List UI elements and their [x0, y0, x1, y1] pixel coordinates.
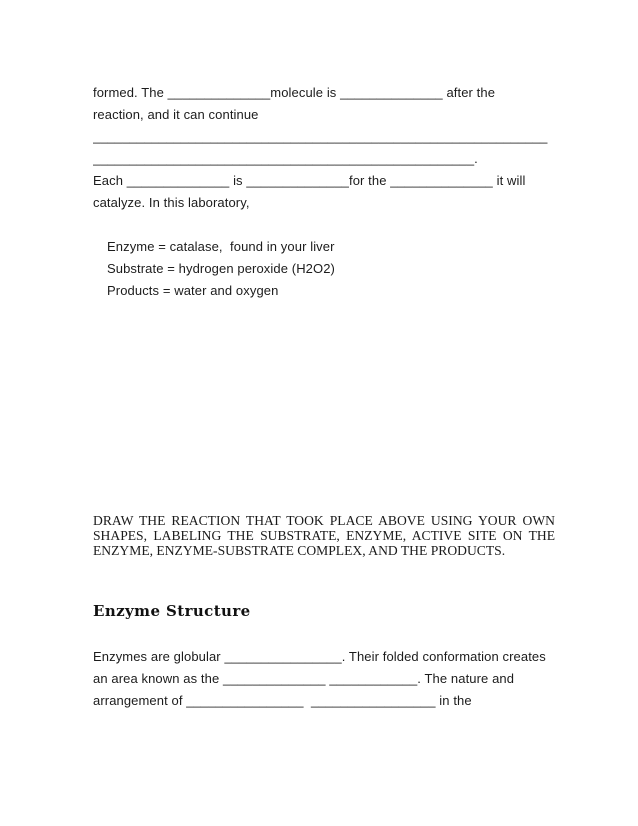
- intro-line-3: Each ______________ is ______________for the ______________ it will: [93, 173, 526, 188]
- fill-blank-line-2: ____________________________________________________.: [93, 151, 478, 166]
- structure-line-3: arrangement of ________________ _________________ in the: [93, 693, 472, 708]
- fill-blank-line-1: ______________________________________________________________: [93, 129, 548, 144]
- enzyme-structure-section: [93, 646, 555, 712]
- lab-definitions-list: [93, 236, 555, 302]
- draw-instruction-paragraph: [93, 513, 555, 558]
- draw-instruction-line-1: DRAW THE REACTION THAT TOOK PLACE ABOVE USING YOUR OWN: [93, 513, 555, 528]
- enzyme-structure-heading: Enzyme Structure: [93, 602, 251, 620]
- list-item-products: Products = water and oxygen: [107, 283, 279, 298]
- intro-line-2: reaction, and it can continue: [93, 107, 259, 122]
- draw-instruction-line-3: ENZYME, ENZYME-SUBSTRATE COMPLEX, AND THE PRODUCTS.: [93, 543, 506, 558]
- draw-instruction-line-2: SHAPES, LABELING THE SUBSTRATE, ENZYME, ACTIVE SITE ON THE: [93, 528, 555, 543]
- intro-line-1: formed. The ______________molecule is ______________ after the: [93, 85, 496, 100]
- structure-line-2: an area known as the ______________ ____________. The nature and: [93, 671, 515, 686]
- intro-line-4: catalyze. In this laboratory,: [93, 195, 250, 210]
- intro-section: [93, 82, 555, 302]
- list-item-enzyme: Enzyme = catalase, found in your liver: [107, 239, 335, 254]
- structure-line-1: Enzymes are globular ________________. Their folded conformation creates: [93, 649, 546, 664]
- list-item-substrate: Substrate = hydrogen peroxide (H2O2): [107, 261, 335, 276]
